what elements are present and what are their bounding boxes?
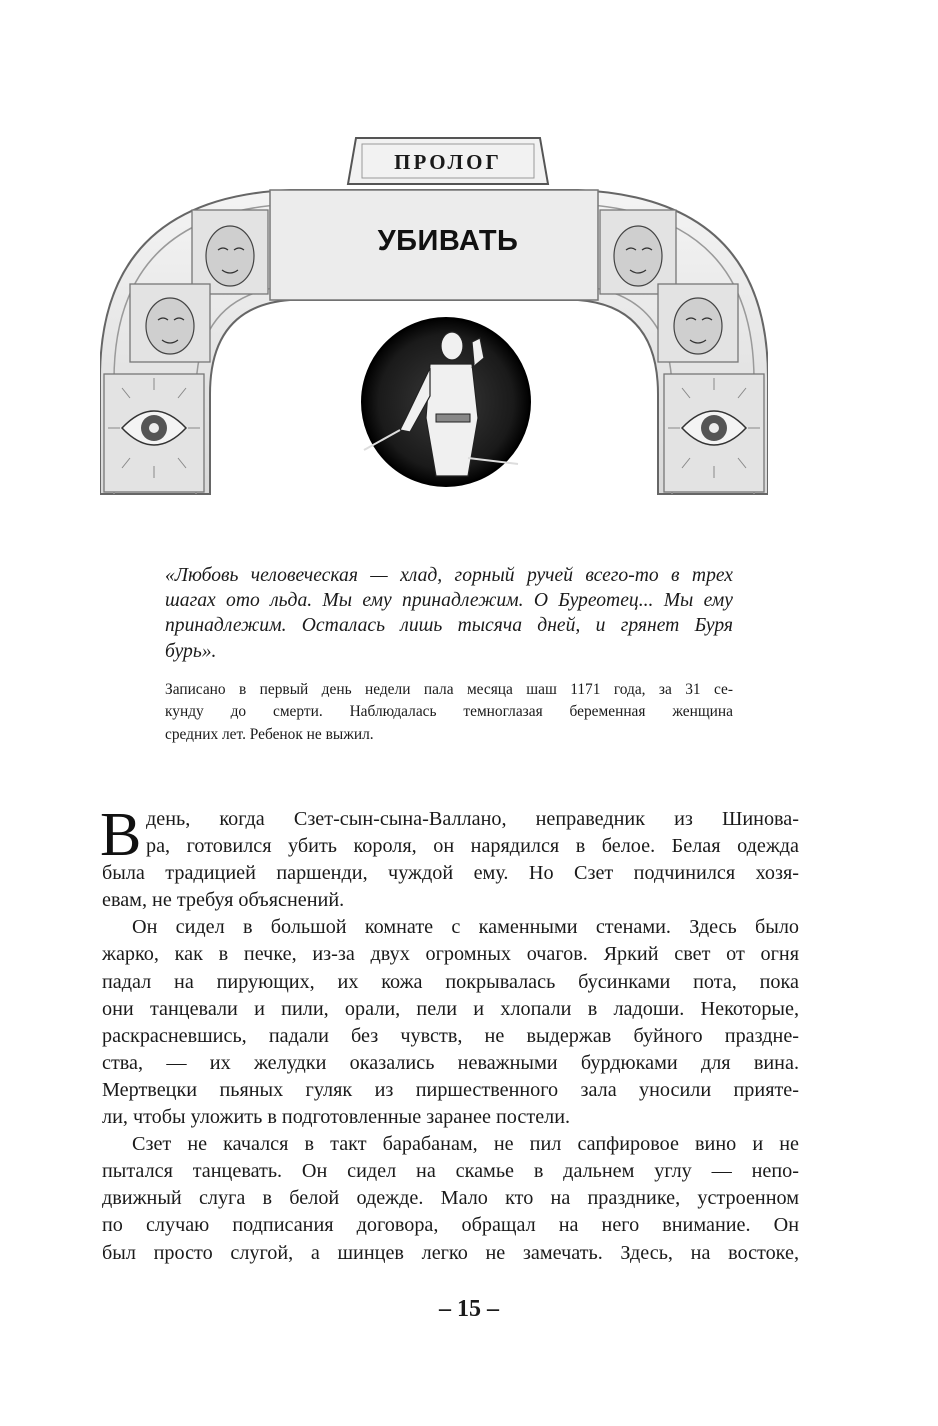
paragraph-line: ра, готовился убить короля, он нарядился в белое. Белая одежда [146,835,799,858]
paragraph-line: евам, не требуя объяснений. [102,889,345,912]
paragraph-line: раскрасневшись, падали без чувств, не выдержав буйного праздне- [102,1024,799,1047]
epigraph-line: шагах ото льда. Мы ему принадлежим. О Буреотец... Мы ему [165,590,733,612]
paragraph-line: падал на пирующих, их кожа покрывалась бусинками пота, пока [102,970,799,993]
paragraph-line: день, когда Сзет-сын-сына-Валлано, неправедник из Шинова- [146,808,799,830]
paragraph-line: ства, — их желудки оказались неважными бурдюками для вина. [102,1051,799,1074]
paragraph-line: была традицией паршенди, чуждой ему. Но Сзет подчинился хозя- [102,862,799,885]
paragraph-line: по случаю подписания договора, обращал на него внимание. Он [102,1214,799,1237]
note-line: Записано в первый день недели пала месяца шаш 1171 года, за 31 се- [165,681,733,698]
paragraph-line: Сзет не качался в такт барабанам, не пил сапфировое вино и не [132,1133,799,1156]
page-number: – 15 – [439,1296,499,1322]
note-line: кунду до смерти. Наблюдалась темноглазая беременная женщина [165,703,733,721]
epigraph-attribution-note [165,679,733,746]
note-line: средних лет. Ребенок не выжил. [165,725,374,743]
paragraph-line: жарко, как в печке, из-за двух огромных очагов. Яркий свет от огня [102,943,799,966]
chapter-body-text [100,801,799,1267]
paragraph-line: пытался танцевать. Он сидел на скамье в дальнем углу — непо- [102,1160,799,1183]
paragraph-line: Мертвецки пьяных гуляк из пиршественного зала уносили прияте- [102,1078,799,1101]
paragraph-line: ли, чтобы уложить в подготовленные заранее постели. [102,1106,571,1129]
epigraph-line: «Любовь человеческая — хлад, горный ручей всего-то в трех [165,565,733,586]
chapter-label: ПРОЛОГ [394,149,502,174]
paragraph-line: они танцевали и пили, орали, пели и хлопали в ладоши. Некоторые, [102,997,799,1020]
epigraph-line: принадлежим. Осталась лишь тысяча дней, и грянет Буря [165,615,733,637]
drop-cap-letter: В [100,801,142,869]
paragraph-line: Он сидел в большой комнате с каменными стенами. Здесь было [132,916,799,939]
paragraph-line: был просто слугой, а шинцев легко не замечать. Здесь, на востоке, [102,1241,799,1264]
paragraph-line: движный слуга в белой одежде. Мало кто на празднике, устроенном [102,1187,799,1210]
epigraph-quote [165,563,733,664]
epigraph-line: бурь». [165,640,217,662]
chapter-title: УБИВАТЬ [377,224,519,257]
chapter-arch-illustration [100,128,768,500]
